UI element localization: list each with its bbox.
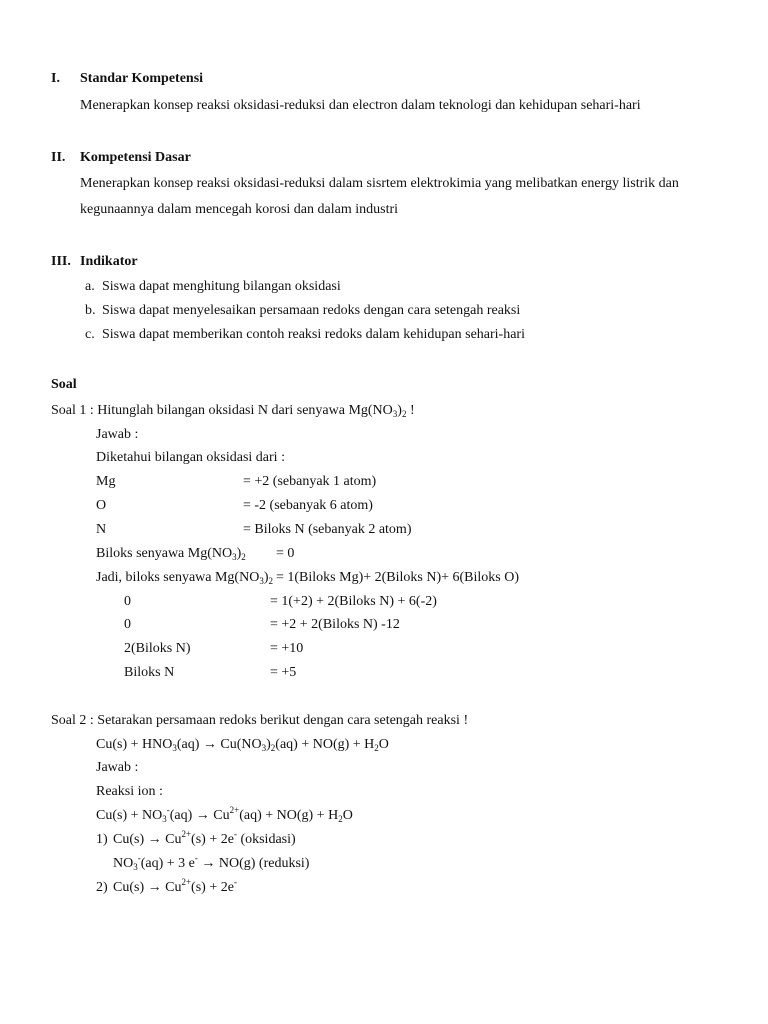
biloks-senyawa (96, 547, 246, 561)
indicator-text: Siswa dapat menghitung bilangan oksidasi (102, 279, 341, 294)
eq-text: (aq) (176, 737, 200, 752)
arrow-icon: → (202, 737, 217, 752)
jadi-text: Jadi, biloks senyawa Mg(NO (96, 570, 260, 585)
soal-2-question: Soal 2 : Setarakan persamaan redoks berikut dengan cara setengah reaksi ! (51, 713, 469, 728)
subscript: 2 (241, 552, 246, 562)
eq-text: ) (266, 737, 271, 752)
superscript: - (166, 805, 170, 815)
ionic-equation (96, 805, 353, 824)
eq-text: Cu (165, 880, 182, 895)
eq-text: Cu (213, 808, 230, 823)
soal-2-equation (96, 738, 389, 752)
section-1-title: Standar Kompetensi (80, 71, 204, 86)
eq-text: NO (113, 856, 134, 871)
known-left: O (96, 498, 107, 513)
subscript: 3 (133, 862, 138, 872)
soal-2-jawab: Jawab : (96, 760, 139, 775)
section-2-body-line-1: Menerapkan konsep reaksi oksidasi-reduksi dalam sisrtem elektrokimia yang melibatkan energy listrik dan (80, 176, 679, 191)
superscript: 2+ (181, 877, 192, 887)
subscript: 3 (392, 409, 398, 419)
soal-1-question-end: ! (406, 403, 415, 418)
soal-1-diketahui: Diketahui bilangan oksidasi dari : (96, 450, 285, 465)
paren: ) (236, 546, 242, 561)
eq-text: (s) + 2e (191, 880, 234, 895)
indicator-text: Siswa dapat menyelesaikan persamaan redoks dengan cara setengah reaksi (102, 303, 521, 318)
section-1-body: Menerapkan konsep reaksi oksidasi-reduksi dan electron dalam teknologi dan kehidupan sehari-hari (80, 98, 641, 113)
indicator-text: Siswa dapat memberikan contoh reaksi redoks dalam kehidupan sehari-hari (102, 327, 525, 342)
eq-text: Cu(s) (113, 880, 145, 895)
eq-text: (aq) + NO(g) + H (275, 737, 375, 752)
superscript: - (233, 877, 237, 887)
section-3-number: III. (51, 254, 71, 269)
indicator-item (85, 304, 96, 318)
arrow-icon: → (147, 832, 162, 847)
section-2-title: Kompetensi Dasar (80, 150, 191, 165)
indicator-letter: a. (85, 279, 95, 294)
subscript: 3 (232, 552, 237, 562)
arrow-icon: → (195, 808, 210, 823)
eq-text: Cu(s) + NO (96, 808, 163, 823)
superscript: 2+ (229, 805, 240, 815)
subscript: 3 (162, 814, 167, 824)
step-2-number: 2) (96, 880, 108, 895)
superscript: - (194, 853, 198, 863)
soal-1-question-text: Soal 1 : Hitunglah bilangan oksidasi N dari senyawa Mg(NO (51, 403, 393, 418)
step-2-oxidation (113, 877, 237, 895)
superscript: - (137, 853, 141, 863)
step-1-oxidation (113, 829, 296, 847)
arrow-icon: → (147, 880, 162, 895)
eq-text: Cu(NO (220, 737, 262, 752)
eq-text: (aq) (169, 808, 193, 823)
indicator-letter: b. (85, 303, 96, 318)
subscript: 3 (261, 743, 267, 753)
subscript: 2 (374, 743, 379, 753)
subscript: 2 (268, 576, 273, 586)
eq-text: Cu(s) (113, 832, 145, 847)
step-1-number: 1) (96, 832, 108, 847)
paren: ) (263, 570, 269, 585)
known-left: N (96, 522, 107, 537)
eq-text: NO(g) (reduksi) (218, 856, 310, 871)
step-right: = +5 (270, 665, 297, 680)
section-3-title: Indikator (80, 254, 138, 269)
indicator-item (85, 280, 95, 294)
subscript: 2 (270, 743, 276, 753)
biloks-senyawa-text: Biloks senyawa Mg(NO (96, 546, 233, 561)
subscript: 2 (401, 409, 407, 419)
eq-text: (aq) + 3 e (140, 856, 195, 871)
known-left: Mg (96, 474, 116, 489)
eq-text: O (378, 737, 389, 752)
soal-2-reaksi-ion: Reaksi ion : (96, 784, 163, 799)
subscript: 3 (172, 743, 177, 753)
step-1-reduction (113, 853, 310, 872)
section-2-number: II. (51, 150, 66, 165)
step-left: 0 (124, 594, 131, 609)
eq-text: (s) + 2e (191, 832, 234, 847)
biloks-senyawa-value: = 0 (276, 546, 295, 561)
eq-text: O (342, 808, 353, 823)
step-right: = +2 + 2(Biloks N) -12 (270, 617, 400, 632)
arrow-icon: → (201, 856, 216, 871)
eq-text: Cu (165, 832, 182, 847)
step-left: 2(Biloks N) (124, 641, 191, 656)
jadi-line (96, 571, 273, 585)
known-right: = +2 (sebanyak 1 atom) (243, 474, 377, 489)
soal-1-question (51, 404, 415, 418)
eq-text: (aq) + NO(g) + H (239, 808, 339, 823)
eq-text: (oksidasi) (236, 832, 296, 847)
indicator-letter: c. (85, 327, 95, 342)
subscript: 3 (259, 576, 264, 586)
known-right: = -2 (sebanyak 6 atom) (243, 498, 373, 513)
step-right: = +10 (270, 641, 304, 656)
superscript: 2+ (181, 829, 192, 839)
soal-heading: Soal (51, 377, 77, 392)
step-left: Biloks N (124, 665, 175, 680)
section-1-number: I. (51, 71, 60, 86)
soal-1-jawab: Jawab : (96, 427, 139, 442)
eq-text: Cu(s) + HNO (96, 737, 173, 752)
jadi-equation: = 1(Biloks Mg)+ 2(Biloks N)+ 6(Biloks O) (276, 570, 520, 585)
superscript: - (233, 829, 237, 839)
section-2-body-line-2: kegunaannya dalam mencegah korosi dan dalam industri (80, 202, 399, 217)
step-left: 0 (124, 617, 131, 632)
paren: ) (397, 403, 402, 418)
indicator-item (85, 328, 95, 342)
known-right: = Biloks N (sebanyak 2 atom) (243, 522, 412, 537)
step-right: = 1(+2) + 2(Biloks N) + 6(-2) (270, 594, 437, 609)
subscript: 2 (338, 814, 343, 824)
